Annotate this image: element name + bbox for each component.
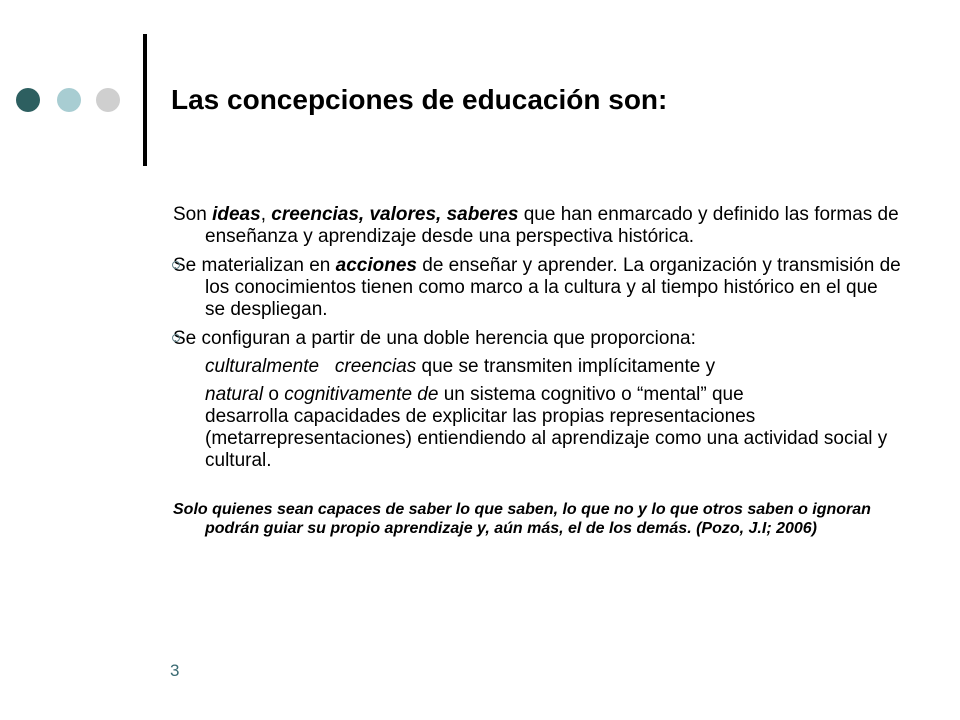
- sub1-culturalmente: culturalmente: [205, 356, 320, 377]
- slide-body: [173, 204, 903, 538]
- sub2-o: o: [263, 384, 285, 405]
- sub2-natural: natural: [205, 384, 264, 405]
- bullet-circle-icon: [172, 261, 180, 269]
- intro-text-2: ,: [260, 204, 272, 225]
- sub2-line1-rest: un sistema cognitivo o “mental” que: [438, 384, 744, 405]
- intro-creencias: creencias, valores, saberes: [271, 204, 519, 225]
- bullet-item-2: [173, 328, 903, 350]
- bullet1-text-1: Se materializan en: [173, 255, 336, 276]
- sub-item-culturalmente: [173, 356, 903, 378]
- intro-paragraph: [173, 204, 903, 248]
- bullet1-acciones: acciones: [335, 255, 417, 276]
- sub2-cognitivamente: cognitivamente de: [284, 384, 439, 405]
- decorative-dot-teal: [57, 88, 81, 112]
- sub-item-natural: [173, 384, 903, 472]
- sub1-rest: que se transmiten implícitamente y: [416, 356, 716, 377]
- page-number: 3: [170, 661, 180, 680]
- bullet2-text: Se configuran a partir de una doble herencia que proporciona:: [173, 328, 696, 349]
- bullet-item-1: [173, 255, 903, 321]
- intro-text-1: Son: [173, 204, 213, 225]
- slide-title: Las concepciones de educación son:: [171, 84, 668, 115]
- quote-paragraph: Solo quienes sean capaces de saber lo que saben, lo que no y lo que otros saben o ignoran podrán guiar su propio aprendizaje y, aún más, el de los demás. (Pozo, J.I; 2006): [173, 501, 871, 537]
- bullet-circle-icon: [172, 334, 180, 342]
- intro-ideas: ideas: [212, 204, 261, 225]
- intro-text-3: que han enmarcado y definido las formas de enseñanza y aprendizaje desde una perspectiva histórica.: [205, 204, 899, 247]
- title-divider-bar: [143, 34, 147, 166]
- decorative-dot-gray: [96, 88, 120, 112]
- sub2-rest: desarrolla capacidades de explicitar las propias representaciones (metarrepresentaciones) entiendiendo al aprendizaje como una actividad social y cultural.: [205, 406, 888, 471]
- decorative-dot-dark: [16, 88, 40, 112]
- sub1-creencias: creencias: [334, 356, 417, 377]
- bullet1-text-2: de enseñar y aprender. La organización y transmisión de los conocimientos tienen como marco a la cultura y al tiempo histórico en el que se despliegan.: [205, 255, 901, 320]
